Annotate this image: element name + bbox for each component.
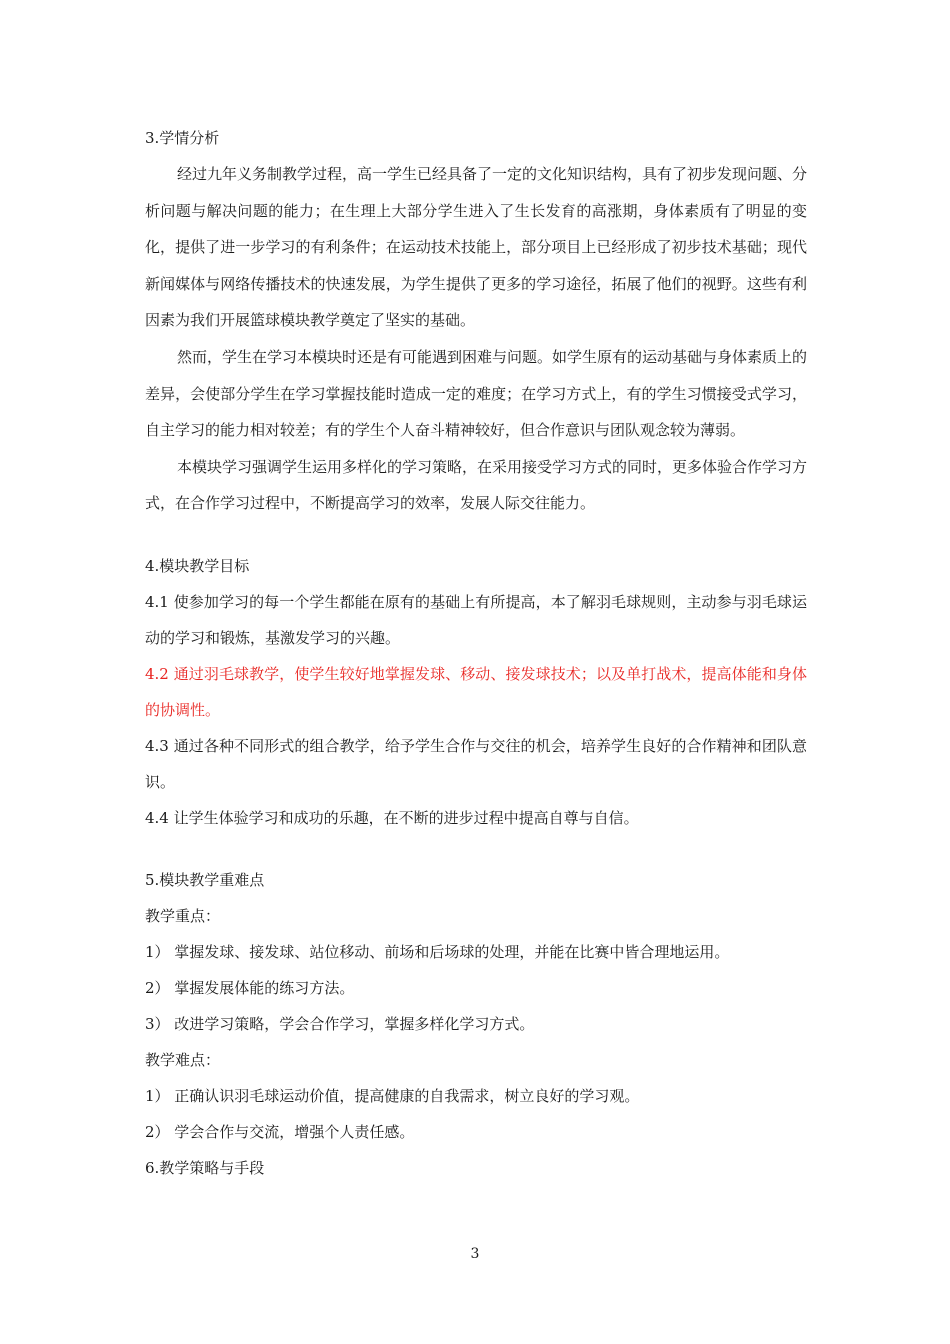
objective-4-1: 4.1 使参加学习的每一个学生都能在原有的基础上有所提高，本了解羽毛球规则，主动参与羽毛球运动的学习和锻炼，基激发学习的兴趣。 [145, 592, 807, 647]
objective-4-4: 4.4 让学生体验学习和成功的乐趣，在不断的进步过程中提高自尊与自信。 [145, 808, 639, 827]
objective-4-3: 4.3 通过各种不同形式的组合教学，给予学生合作与交往的机会，培养学生良好的合作精神和团队意识。 [145, 736, 807, 791]
section-3-heading: 3.学情分析 [145, 129, 220, 147]
page-content [145, 120, 807, 1186]
objective-4-2: 4.2 通过羽毛球教学，使学生较好地掌握发球、移动、接发球技术；以及单打战术，提高体能和身体的协调性。 [145, 664, 807, 719]
key-point-item: 2） 掌握发展体能的练习方法。 [145, 978, 355, 997]
page-number: 3 [470, 1246, 480, 1262]
section-3-paragraph-1: 经过九年义务制教学过程，高一学生已经具备了一定的文化知识结构，具有了初步发现问题、分析问题与解决问题的能力；在生理上大部分学生进入了生长发育的高涨期，身体素质有了明显的变化，提供了进一步学习的有利条件；在运动技术技能上，部分项目上已经形成了初步技术基础；现代新闻媒体与网络传播技术的快速发展，为学生提供了更多的学习途径，拓展了他们的视野。这些有利因素为我们开展篮球模块教学奠定了坚实的基础。 [145, 165, 808, 330]
section-3-paragraph-2: 然而，学生在学习本模块时还是有可能遇到困难与问题。如学生原有的运动基础与身体素质上的差异，会使部分学生在学习掌握技能时造成一定的难度；在学习方式上，有的学生习惯接受式学习，自主学习的能力相对较差；有的学生个人奋斗精神较好，但合作意识与团队观念较为薄弱。 [145, 347, 808, 440]
difficult-points-label: 教学难点： [145, 1050, 221, 1069]
section-spacer [145, 836, 807, 862]
difficult-point-item: 1） 正确认识羽毛球运动价值，提高健康的自我需求，树立良好的学习观。 [145, 1086, 640, 1105]
key-point-item: 1） 掌握发球、接发球、站位移动、前场和后场球的处理，并能在比赛中皆合理地运用。 [145, 942, 730, 961]
section-5-heading: 5.模块教学重难点 [145, 870, 265, 889]
key-points-label: 教学重点： [145, 906, 221, 925]
section-4-heading: 4.模块教学目标 [145, 556, 250, 575]
section-3-paragraph-3: 本模块学习强调学生运用多样化的学习策略，在采用接受学习方式的同时，更多体验合作学习方式，在合作学习过程中，不断提高学习的效率，发展人际交往能力。 [145, 457, 808, 513]
section-spacer [145, 522, 807, 548]
key-point-item: 3） 改进学习策略，学会合作学习，掌握多样化学习方式。 [145, 1014, 535, 1033]
difficult-point-item: 2） 学会合作与交流，增强个人责任感。 [145, 1122, 415, 1141]
section-6-heading: 6.教学策略与手段 [145, 1158, 265, 1177]
